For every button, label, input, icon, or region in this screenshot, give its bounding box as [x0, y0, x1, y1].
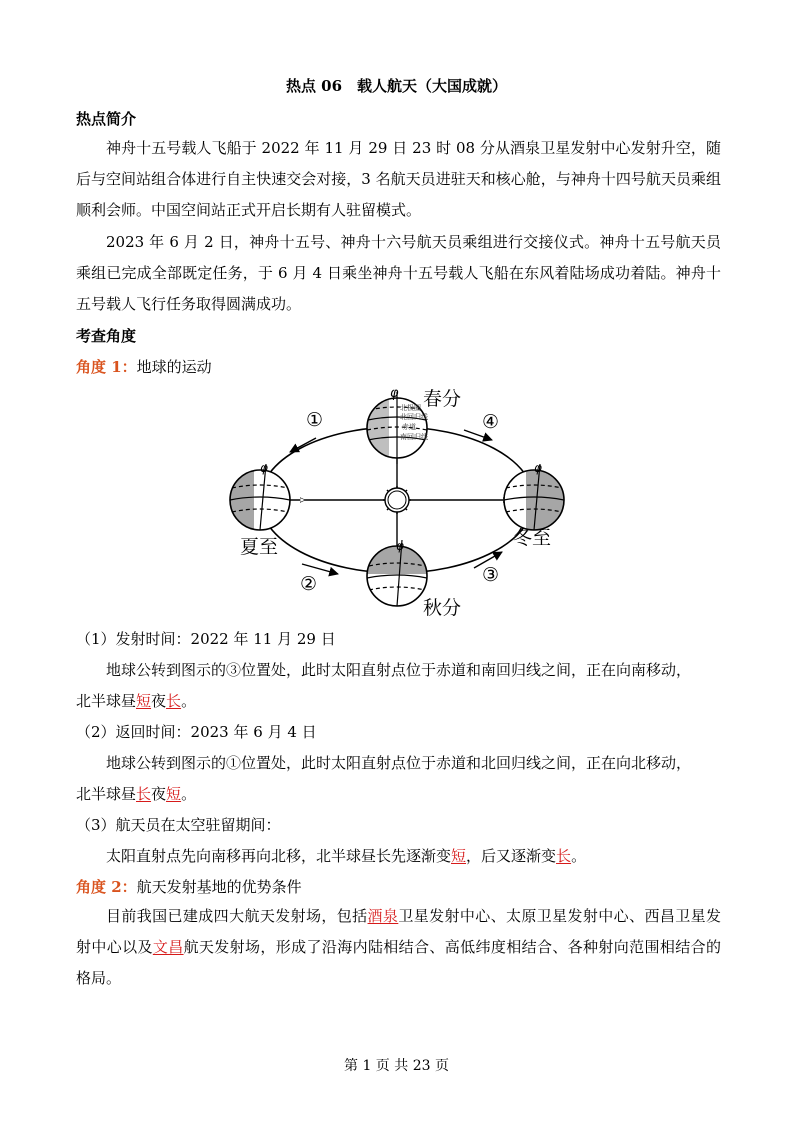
q1-text-b: 夜: [151, 692, 167, 710]
q2-line1: 地球公转到图示的①位置处，此时太阳直射点位于赤道和北回归线之间，正在向北移动，: [106, 754, 692, 772]
earth-autumn-icon: [367, 539, 427, 606]
angle2-answer-2: 文昌: [152, 938, 184, 956]
q2-line2: [76, 783, 196, 804]
q2-answer-1: 长: [136, 785, 152, 803]
lat-label-cancer: 北回归线: [400, 413, 428, 421]
q1-line1: 地球公转到图示的③位置处，此时太阳直射点位于赤道和南回归线之间，正在向南移动，: [106, 661, 692, 679]
intro-paragraph-2: 2023 年 6 月 2 日，神舟十五号、神舟十六号航天员乘组进行交接仪式。神舟十五号航天员乘组已完成全部既定任务，于 6 月 4 日乘坐神舟十五号载人飞船在东风着陆场成功着陆。神舟十五号载人飞行任务取得圆满成功。: [76, 233, 721, 313]
svg-text:φ: φ: [260, 461, 268, 475]
q3-text-b: ，后又逐渐变: [466, 847, 557, 865]
angle1-line: [76, 356, 212, 377]
label-spring: 春分: [423, 388, 462, 410]
q3-label: （3）航天员在太空驻留期间：: [76, 816, 281, 834]
angle1-topic: 地球的运动: [136, 358, 212, 376]
label-summer: 夏至: [240, 536, 279, 558]
q3-answer-1: 短: [451, 847, 467, 865]
q3-text-c: 。: [571, 847, 587, 865]
position-2: ②: [300, 573, 318, 595]
q3-text-a: 太阳直射点先向南移再向北移，北半球昼长先逐渐变: [106, 847, 452, 865]
label-autumn: 秋分: [423, 597, 462, 618]
earth-summer-icon: [230, 461, 290, 530]
q1-answer-1: 短: [136, 692, 152, 710]
angle2-answer-1: 酒泉: [367, 907, 399, 925]
q3-answer-2: 长: [556, 847, 572, 865]
svg-text:φ: φ: [534, 461, 542, 475]
svg-text:φ: φ: [396, 539, 404, 553]
q2-text-b: 夜: [151, 785, 167, 803]
lat-label-arctic: 北极圈: [400, 404, 421, 412]
q2-text-c: 。: [181, 785, 197, 803]
angle2-line: [76, 876, 302, 897]
q1-label: （1）发射时间：2022 年 11 月 29 日: [76, 630, 336, 648]
angle2-label: 角度 2：: [76, 878, 137, 896]
page-footer: 第 1 页 共 23 页: [344, 1058, 449, 1074]
angle2-topic: 航天发射基地的优势条件: [136, 878, 302, 896]
q1-answer-2: 长: [166, 692, 182, 710]
q2-text-a: 北半球昼: [76, 785, 137, 803]
angle2-text-b: 卫星发射中心、太原卫星发射中心、西昌卫星发射中心以及: [76, 907, 721, 956]
angle1-label: 角度 1：: [76, 358, 137, 376]
earth-orbit-diagram: [220, 378, 570, 618]
intro-heading: 热点简介: [76, 110, 137, 128]
angle2-text-a: 目前我国已建成四大航天发射场，包括: [106, 907, 368, 925]
angle2-text-c: 航天发射场，形成了沿海内陆相结合、高低纬度相结合、各种射向范围相结合的格局。: [76, 938, 721, 987]
q1-text-c: 。: [181, 692, 197, 710]
q1-text-a: 北半球昼: [76, 692, 137, 710]
lat-label-equator: 赤道: [402, 423, 416, 431]
page-title: 热点 06 载人航天（大国成就）: [285, 77, 508, 95]
intro-paragraph-1: 神舟十五号载人飞船于 2022 年 11 月 29 日 23 时 08 分从酒泉卫星发射中心发射升空，随后与空间站组合体进行自主快速交会对接，3 名航天员进驻天和核心舱，与神舟十四号航天员乘组顺利会师。中国空间站正式开启长期有人驻留模式。: [76, 139, 721, 219]
position-4: ④: [482, 411, 500, 433]
exam-heading: 考查角度: [76, 327, 137, 345]
q1-line2: [76, 690, 196, 711]
lat-label-capricorn: 南回归线: [400, 433, 428, 441]
q2-label: （2）返回时间：2023 年 6 月 4 日: [76, 723, 317, 741]
position-1: ①: [306, 409, 324, 431]
svg-text:φ: φ: [390, 386, 399, 401]
earth-winter-icon: [504, 461, 566, 530]
q3-line1: [106, 845, 586, 866]
position-3: ③: [482, 564, 500, 586]
q2-answer-2: 短: [166, 785, 182, 803]
angle2-paragraph: [76, 901, 721, 994]
sun-icon: [383, 486, 411, 514]
earth-spring-icon: [367, 386, 428, 464]
label-winter: 冬至: [513, 527, 552, 549]
